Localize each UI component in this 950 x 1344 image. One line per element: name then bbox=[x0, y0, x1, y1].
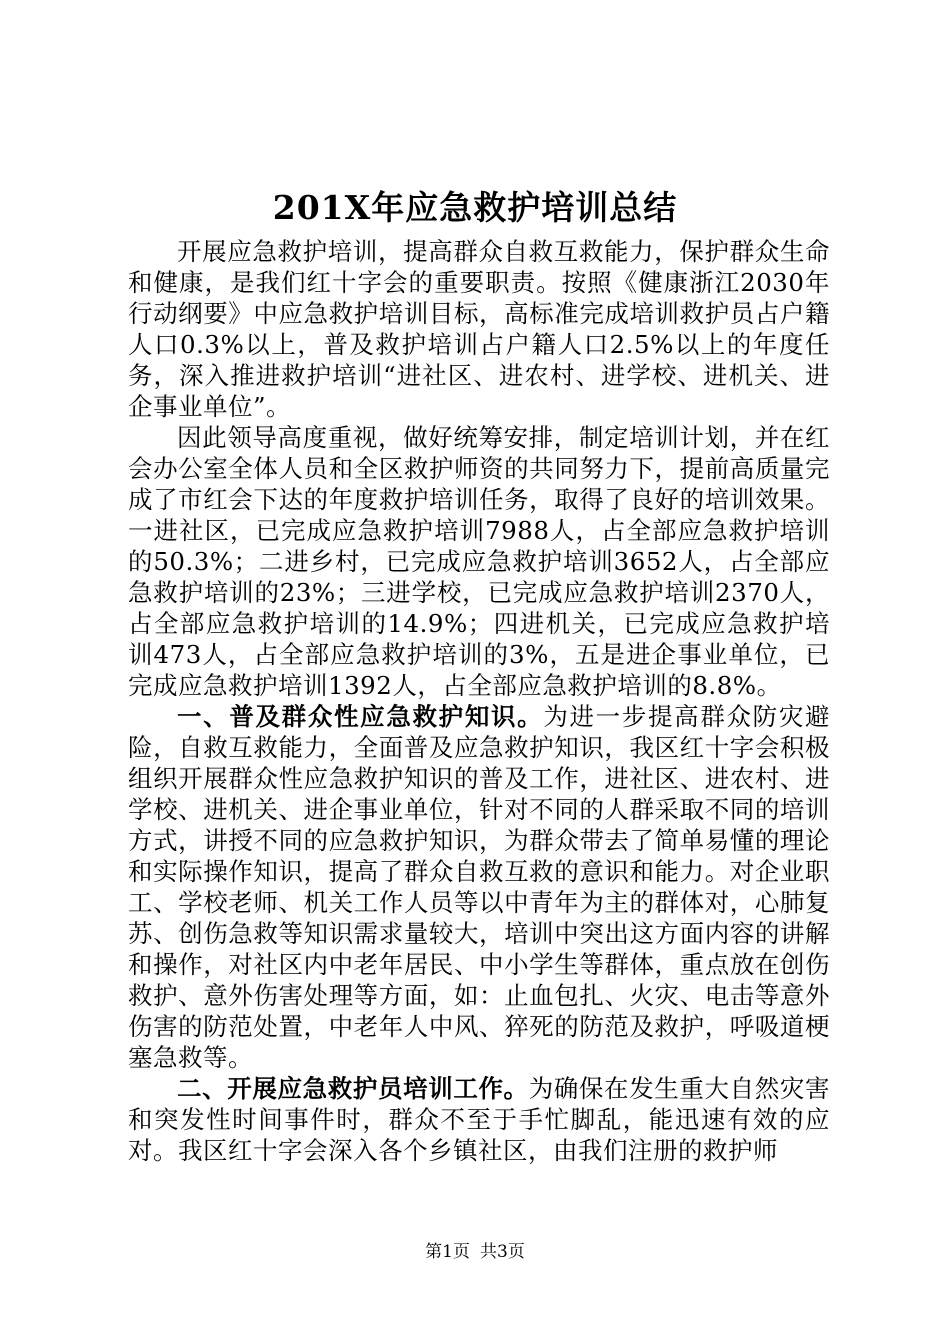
document-body bbox=[128, 236, 830, 1166]
section-heading: 一、普及群众性应急救护知识。 bbox=[177, 702, 544, 731]
paragraph-section-2 bbox=[128, 1073, 830, 1166]
paragraph-text: 为进一步提高群众防灾避险，自救互救能力，全面普及应急救护知识，我区红十字会积极组织开展群众性应急救护知识的普及工作，进社区、进农村、进学校、进机关、进企事业单位，针对不同的人群采取不同的培训方式，讲授不同的应急救护知识，为群众带去了简单易懂的理论和实际操作知识，提高了群众自救互救的意识和能力。对企业职工、学校老师、机关工作人员等以中青年为主的群体对，心肺复苏、创伤急救等知识需求量较大，培训中突出这方面内容的讲解和操作，对社区内中老年居民、中小学生等群体，重点放在创伤救护、意外伤害处理等方面，如：止血包扎、火灾、电击等意外伤害的防范处置，中老年人中风、猝死的防范及救护，呼吸道梗塞急救等。 bbox=[128, 702, 831, 1072]
paragraph-text: 为确保在发生重大自然灾害和突发性时间事件时，群众不至于手忙脚乱，能迅速有效的应对。我区红十字会深入各个乡镇社区，由我们注册的救护师 bbox=[128, 1074, 831, 1165]
paragraph-text: 开展应急救护培训，提高群众自救互救能力，保护群众生命和健康，是我们红十字会的重要职责。按照《健康浙江2030年行动纲要》中应急救护培训目标，高标准完成培训救护员占户籍人口0.3%以上，普及救护培训占户籍人口2.5%以上的年度任务，深入推进救护培训“进社区、进农村、进学校、进机关、进企事业单位”。 bbox=[128, 237, 830, 421]
page-number: 第1页 bbox=[425, 1242, 470, 1262]
paragraph-text: 因此领导高度重视，做好统筹安排，制定培训计划，并在红会办公室全体人员和全区救护师资的共同努力下，提前高质量完成了市红会下达的年度救护培训任务，取得了良好的培训效果。一进社区，已完成应急救护培训7988人，占全部应急救护培训的50.3%；二进乡村，已完成应急救护培训3652人，占全部应急救护培训的23%；三进学校，已完成应急救护培训2370人，占全部应急救护培训的14.9%；四进机关，已完成应急救护培训473人，占全部应急救护培训的3%，五是进企事业单位，已完成应急救护培训1392人，占全部应急救护培训的8.8%。 bbox=[128, 423, 830, 700]
section-heading: 二、开展应急救护员培训工作。 bbox=[177, 1074, 529, 1103]
page-footer bbox=[0, 1240, 950, 1264]
paragraph-intro bbox=[128, 236, 830, 422]
page-total: 共3页 bbox=[480, 1242, 525, 1262]
document-title: 201X年应急救护培训总结 bbox=[272, 188, 678, 227]
paragraph-results bbox=[128, 422, 830, 701]
paragraph-section-1 bbox=[128, 701, 830, 1073]
